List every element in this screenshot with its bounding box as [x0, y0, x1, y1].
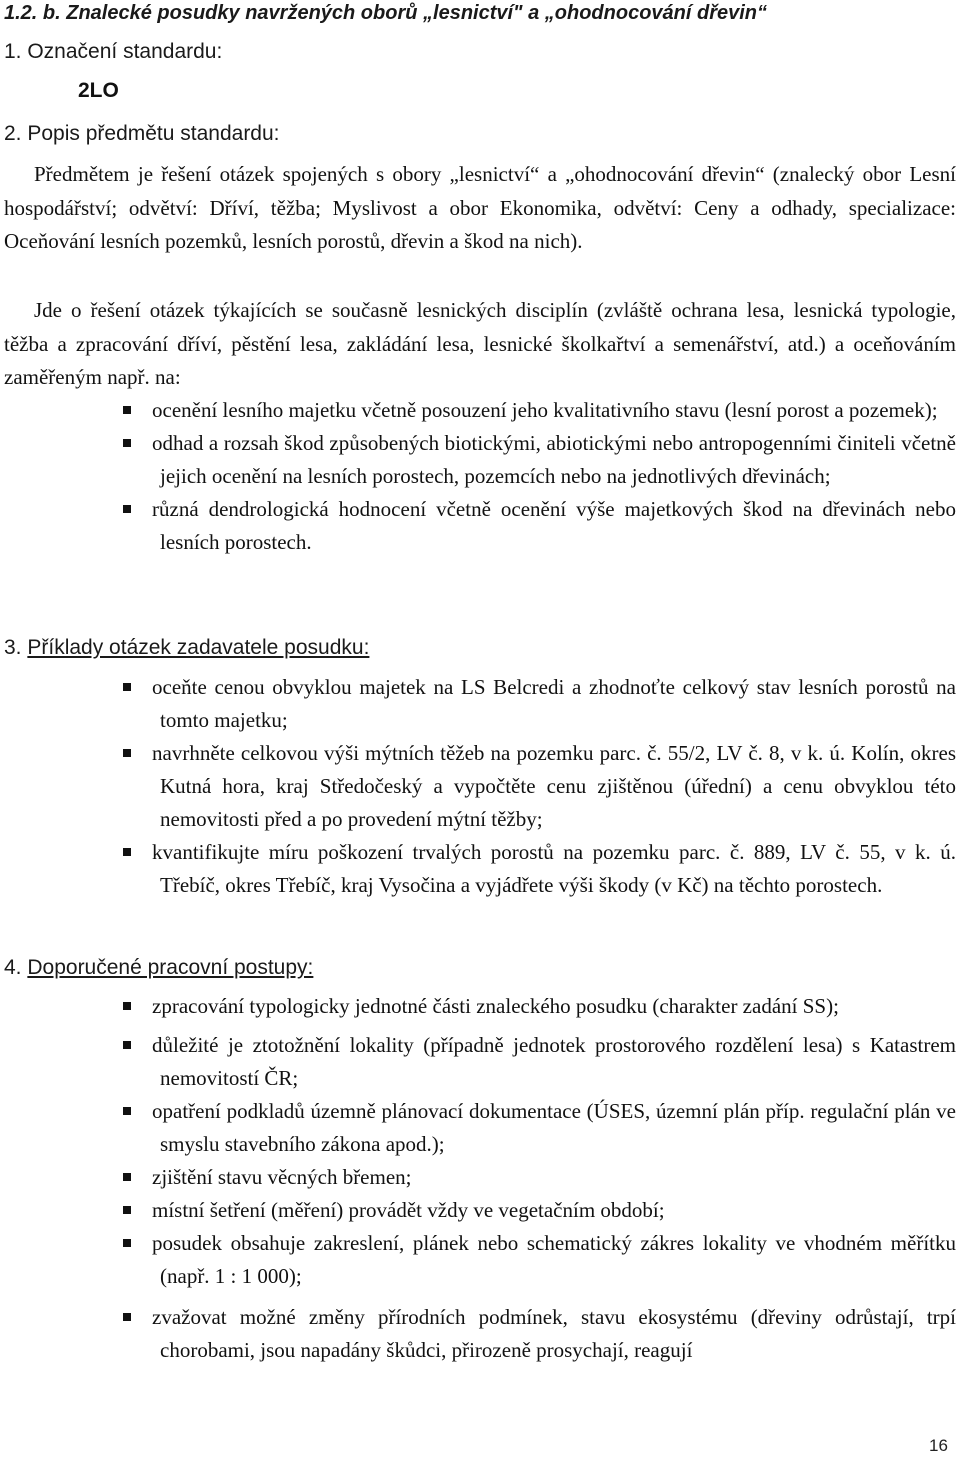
section-4-number: 4. — [4, 956, 22, 979]
page-heading: 1.2. b. Znalecké posudky navržených oborů „lesnictví" a „ohodnocování dřevin“ — [4, 2, 768, 24]
list-item: zvažovat možné změny přírodních podmínek, stavu ekosystému (dřeviny odrůstají, trpí chorobami, jsou napadány škůdci, přirozeně prosychají, reagují — [0, 1301, 956, 1367]
bullet-square-icon — [123, 1206, 131, 1214]
list-item: důležité je ztotožnění lokality (případně jednotek prostorového rozdělení lesa) s Katastrem nemovitostí ČR; — [0, 1029, 956, 1095]
list-item: opatření podkladů územně plánovací dokumentace (ÚSES, územní plán příp. regulační plán ve smyslu stavebního zákona apod.); — [0, 1095, 956, 1161]
bullet-square-icon — [123, 1239, 131, 1247]
section-4-heading — [4, 954, 313, 982]
bullet-square-icon — [123, 1173, 131, 1181]
bullet-square-icon — [123, 1041, 131, 1049]
list-item: oceňte cenou obvyklou majetek na LS Belcredi a zhodnoťte celkový stav lesních porostů na tomto majetku; — [0, 671, 956, 737]
section-2-list — [0, 394, 956, 559]
section-3-heading — [4, 634, 369, 662]
bullet-square-icon — [123, 439, 131, 447]
list-item: různá dendrologická hodnocení včetně ocenění výše majetkových škod na dřevinách nebo lesních porostech. — [0, 493, 956, 559]
bullet-square-icon — [123, 749, 131, 757]
section-2-label: 2. Popis předmětu standardu: — [4, 122, 280, 145]
bullet-square-icon — [123, 1002, 131, 1010]
section-1-label: 1. Označení standardu: — [4, 40, 223, 63]
bullet-square-icon — [123, 406, 131, 414]
section-4-list — [0, 990, 956, 1367]
bullet-square-icon — [123, 683, 131, 691]
list-item: ocenění lesního majetku včetně posouzení jeho kvalitativního stavu (lesní porost a pozemek); — [0, 394, 956, 427]
section-4-label: Doporučené pracovní postupy: — [27, 956, 314, 979]
list-item: zpracování typologicky jednotné části znaleckého posudku (charakter zadání SS); — [0, 990, 956, 1023]
list-item: navrhněte celkovou výši mýtních těžeb na pozemku parc. č. 55/2, LV č. 8, v k. ú. Kolín, okres Kutná hora, kraj Středočeský a vypočtěte cenu zjištěnou (úřední) a cenu obvyklou této nemovitosti před a po provedení mýtní těžby; — [0, 737, 956, 836]
section-2-paragraph-1: Předmětem je řešení otázek spojených s obory „lesnictví“ a „ohodnocování dřevin“ (znalecký obor Lesní hospodářství; odvětví: Dříví, těžba; Myslivost a obor Ekonomika, odvětví: Ceny a odhady, specializace: Oceňování lesních pozemků, lesních porostů, dřevin a škod na nich). — [4, 162, 956, 253]
list-item: odhad a rozsah škod způsobených biotickými, abiotickými nebo antropogenními činiteli včetně jejich ocenění na lesních porostech, pozemcích nebo na jednotlivých dřevinách; — [0, 427, 956, 493]
section-3-list — [0, 671, 956, 902]
list-item: místní šetření (měření) provádět vždy ve vegetačním období; — [0, 1194, 956, 1227]
section-3-number: 3. — [4, 636, 22, 659]
bullet-square-icon — [123, 1107, 131, 1115]
bullet-square-icon — [123, 505, 131, 513]
list-item: kvantifikujte míru poškození trvalých porostů na pozemku parc. č. 889, LV č. 55, v k. ú. Třebíč, okres Třebíč, kraj Vysočina a vyjádřete výši škody (v Kč) na těchto porostech. — [0, 836, 956, 902]
list-item: zjištění stavu věcných břemen; — [0, 1161, 956, 1194]
page-number: 16 — [929, 1436, 948, 1455]
list-item: posudek obsahuje zakreslení, plánek nebo schematický zákres lokality ve vhodném měřítku (např. 1 : 1 000); — [0, 1227, 956, 1293]
section-3-label: Příklady otázek zadavatele posudku: — [27, 636, 370, 659]
bullet-square-icon — [123, 1313, 131, 1321]
bullet-square-icon — [123, 848, 131, 856]
standard-code: 2LO — [78, 79, 119, 102]
section-2-paragraph-2: Jde o řešení otázek týkajících se současně lesnických disciplín (zvláště ochrana lesa, lesnická typologie, těžba a zpracování dříví, pěstění lesa, zakládání lesa, lesnické školkařtví a semenářství, atd.) a oceňováním zaměřeným např. na: — [4, 298, 956, 389]
